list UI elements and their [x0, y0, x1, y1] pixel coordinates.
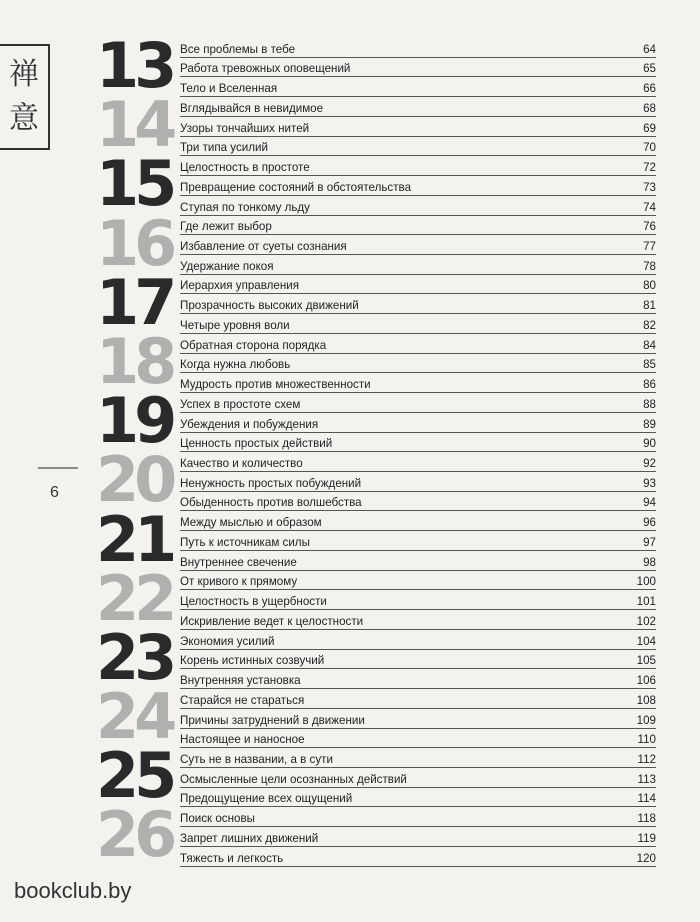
entry-title: Где лежит выбор — [180, 219, 626, 234]
toc-entry — [180, 38, 656, 58]
toc-entry — [180, 452, 656, 472]
toc-entry — [180, 689, 656, 709]
entry-page-number: 89 — [643, 417, 656, 431]
seal-character: 意 — [9, 101, 39, 136]
page-number: 6 — [50, 484, 59, 501]
chapter-number: 26 — [96, 798, 173, 872]
entry-title: Целостность в ущербности — [180, 594, 626, 609]
entry-title: Качество и количество — [180, 456, 626, 471]
chapter-entries — [180, 571, 656, 630]
entry-title: Прозрачность высоких движений — [180, 298, 626, 313]
entry-page-number: 77 — [643, 240, 656, 253]
toc-entry — [180, 294, 656, 314]
entry-title: Экономия усилий — [180, 634, 626, 649]
chapter-number: 23 — [96, 620, 173, 694]
entry-page-number: 112 — [637, 752, 656, 766]
entry-title: Обыденность против волшебства — [180, 495, 626, 510]
entry-title: От кривого к прямому — [180, 574, 626, 589]
entry-title: Избавление от суеты сознания — [180, 239, 626, 254]
toc-entry — [180, 729, 656, 749]
entry-page-number: 101 — [636, 595, 656, 609]
chapter-entries — [180, 689, 656, 748]
chapter-number: 25 — [96, 739, 173, 813]
chapter-number: 14 — [96, 88, 173, 162]
entry-page-number: 69 — [643, 121, 656, 135]
toc-entry — [180, 393, 656, 413]
entry-page-number: 106 — [636, 674, 656, 688]
chapter-number: 19 — [96, 384, 173, 458]
toc-entry — [180, 768, 656, 788]
entry-title: Поиск основы — [180, 811, 626, 826]
toc-entry — [180, 58, 656, 78]
toc-entry — [180, 650, 656, 670]
entry-page-number: 119 — [637, 831, 656, 845]
entry-page-number: 120 — [636, 851, 656, 865]
entry-title: Между мыслью и образом — [180, 515, 626, 530]
toc-entry — [180, 630, 656, 650]
entry-page-number: 66 — [643, 82, 656, 96]
toc-entry — [180, 314, 656, 334]
chapter-number: 18 — [96, 324, 173, 398]
entry-page-number: 65 — [643, 62, 656, 76]
entry-title: Корень истинных созвучий — [180, 653, 626, 668]
entry-title: Суть не в названии, а в сути — [180, 752, 626, 767]
chapter-number: 20 — [96, 443, 173, 517]
entry-page-number: 93 — [643, 476, 656, 490]
entry-title: Превращение состояний в обстоятельства — [180, 180, 626, 195]
entry-title: Старайся не стараться — [180, 693, 626, 708]
entry-page-number: 86 — [643, 378, 656, 392]
entry-page-number: 85 — [643, 358, 656, 372]
toc-entry — [180, 709, 656, 729]
chapter-entries — [180, 97, 656, 156]
entry-title: Внутреннее свечение — [180, 555, 626, 570]
entry-title: Иерархия управления — [180, 278, 626, 293]
toc-entry — [180, 334, 656, 354]
entry-title: Предощущение всех ощущений — [180, 791, 626, 806]
chapter-entries — [180, 630, 656, 689]
chapter-number: 16 — [96, 206, 173, 280]
entry-title: Ступая по тонкому льду — [180, 200, 626, 215]
chapter-number: 17 — [96, 265, 173, 339]
entry-page-number: 84 — [643, 338, 656, 352]
entry-page-number: 108 — [636, 693, 656, 707]
toc-entry — [180, 827, 656, 847]
entry-page-number: 109 — [636, 713, 656, 727]
entry-page-number: 97 — [643, 535, 656, 549]
chapter-entries — [180, 452, 656, 511]
entry-page-number: 102 — [636, 614, 656, 628]
toc-entry — [180, 373, 656, 393]
entry-page-number: 73 — [643, 180, 656, 194]
toc-entry — [180, 610, 656, 630]
entry-page-number: 78 — [643, 259, 656, 273]
entry-title: Путь к источникам силы — [180, 535, 626, 550]
entry-page-number: 82 — [643, 318, 656, 332]
toc-entry — [180, 77, 656, 97]
chapter-number: 21 — [96, 502, 173, 576]
entry-title: Четыре уровня воли — [180, 318, 626, 333]
entry-page-number: 76 — [643, 220, 656, 234]
chapter-entries — [180, 156, 656, 215]
entry-page-number: 98 — [643, 555, 656, 569]
entry-page-number: 113 — [637, 772, 656, 786]
entry-title: Удержание покоя — [180, 259, 626, 274]
toc-entry — [180, 216, 656, 236]
toc-entry — [180, 176, 656, 196]
seal-stamp — [0, 44, 50, 150]
entry-page-number: 88 — [643, 397, 656, 411]
toc-entry — [180, 590, 656, 610]
entry-title: Мудрость против множественности — [180, 377, 626, 392]
toc-entry — [180, 275, 656, 295]
entry-title: Обратная сторона порядка — [180, 338, 626, 353]
entry-title: Целостность в простоте — [180, 160, 626, 175]
chapter-entries — [180, 512, 656, 571]
entry-title: Причины затруднений в движении — [180, 713, 626, 728]
entry-title: Тяжесть и легкость — [180, 851, 626, 866]
chapter-entries — [180, 748, 656, 807]
toc-entry — [180, 433, 656, 453]
toc-entry — [180, 788, 656, 808]
entry-page-number: 104 — [636, 634, 656, 648]
seal-character: 禅 — [9, 57, 39, 92]
toc-entry — [180, 669, 656, 689]
toc-entry — [180, 97, 656, 117]
toc-entry — [180, 847, 656, 867]
toc-entry — [180, 571, 656, 591]
entry-page-number: 90 — [643, 437, 656, 451]
toc-entry — [180, 196, 656, 216]
entry-page-number: 114 — [637, 792, 656, 806]
entry-page-number: 70 — [643, 141, 656, 155]
watermark: bookclub.by — [14, 878, 132, 903]
toc-entry — [180, 117, 656, 137]
chapter-entries — [180, 334, 656, 393]
toc-entry — [180, 255, 656, 275]
entry-title: Все проблемы в тебе — [180, 42, 626, 57]
entry-page-number: 110 — [637, 733, 656, 747]
entry-page-number: 74 — [643, 200, 656, 214]
entry-page-number: 100 — [636, 575, 656, 589]
entry-title: Настоящее и наносное — [180, 732, 626, 747]
toc-entry — [180, 156, 656, 176]
entry-title: Вглядывайся в невидимое — [180, 101, 626, 116]
entry-page-number: 80 — [643, 279, 656, 293]
entry-page-number: 64 — [643, 42, 656, 56]
entry-title: Ценность простых действий — [180, 436, 626, 451]
toc-entry — [180, 531, 656, 551]
entry-title: Когда нужна любовь — [180, 357, 626, 372]
entry-title: Успех в простоте схем — [180, 397, 626, 412]
entry-page-number: 94 — [643, 496, 656, 510]
chapter-entries — [180, 393, 656, 452]
entry-title: Узоры тончайших нитей — [180, 121, 626, 136]
entry-page-number: 96 — [643, 516, 656, 530]
chapter-number: 13 — [96, 29, 173, 102]
entry-title: Тело и Вселенная — [180, 81, 626, 96]
entry-page-number: 72 — [643, 161, 656, 175]
toc-entry — [180, 512, 656, 532]
toc-entry — [180, 137, 656, 157]
toc-entry — [180, 807, 656, 827]
toc-entry — [180, 235, 656, 255]
toc-entry — [180, 472, 656, 492]
toc-entry — [180, 748, 656, 768]
entry-title: Три типа усилий — [180, 140, 626, 155]
margin-divider — [38, 467, 78, 469]
entry-title: Ненужность простых побуждений — [180, 476, 626, 491]
entry-page-number: 68 — [643, 101, 656, 115]
chapter-entries — [180, 807, 656, 866]
toc-entry — [180, 354, 656, 374]
toc-chapter — [96, 29, 656, 102]
entry-title: Осмысленные цели осознанных действий — [180, 772, 626, 787]
chapter-entries — [180, 275, 656, 334]
table-of-contents — [96, 29, 656, 872]
entry-page-number: 81 — [643, 299, 656, 313]
toc-entry — [180, 413, 656, 433]
entry-page-number: 92 — [643, 457, 656, 471]
chapter-number: 24 — [96, 680, 173, 754]
entry-page-number: 118 — [637, 812, 656, 826]
entry-title: Запрет лишних движений — [180, 831, 626, 846]
entry-title: Искривление ведет к целостности — [180, 614, 626, 629]
chapter-number: 22 — [96, 561, 173, 635]
entry-title: Работа тревожных оповещений — [180, 61, 626, 76]
toc-entry — [180, 551, 656, 571]
chapter-entries — [180, 216, 656, 275]
entry-page-number: 105 — [636, 654, 656, 668]
entry-title: Внутренняя установка — [180, 673, 626, 688]
toc-entry — [180, 492, 656, 512]
chapter-number: 15 — [96, 147, 173, 221]
chapter-entries — [180, 38, 656, 97]
entry-title: Убеждения и побуждения — [180, 417, 626, 432]
